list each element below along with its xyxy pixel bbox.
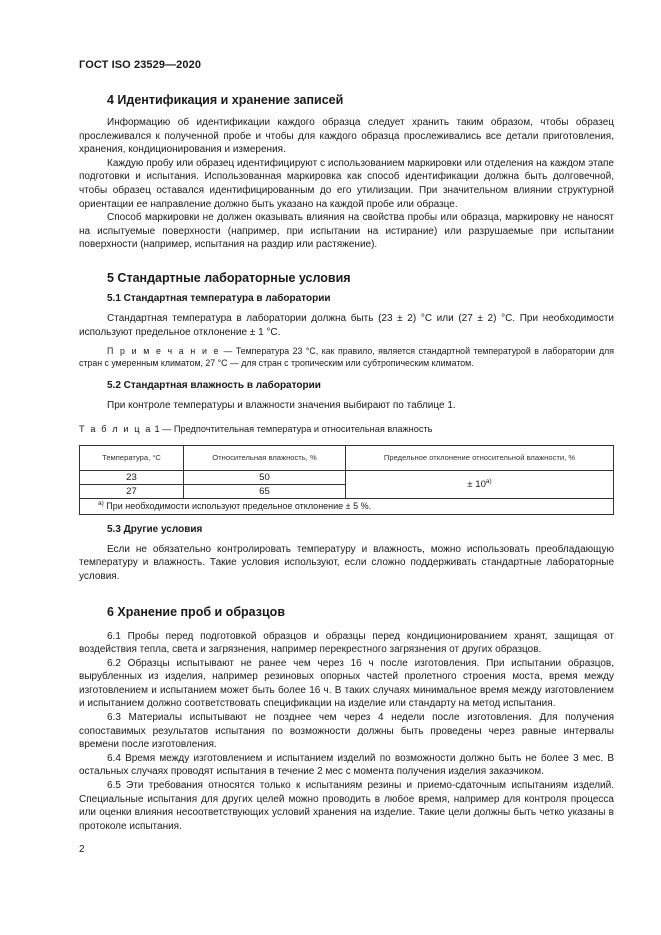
cell-humidity: 65 xyxy=(184,484,346,498)
section-6-title: 6 Хранение проб и образцов xyxy=(107,604,285,619)
paragraph-6-1: 6.1 Пробы перед подготовкой образцов и образцы перед кондиционированием хранят, защищая от воздействия тепла, света и загрязнения, например перекрестного загрязнения от других образцов. xyxy=(79,630,614,656)
paragraph-6-3: 6.3 Материалы испытывают не позднее чем через 4 недели после изготовления. Для получения сопоставимых результатов испытания по возможности должны быть проведены через равные интервалы времени после изготовления. xyxy=(79,712,614,751)
paragraph-6-4: 6.4 Время между изготовлением и испытанием изделий по возможности должно быть не более 3 мес. В остальных случаях проводят испытания в течение 2 мес с момента получения изделия заказчиком. xyxy=(79,752,614,778)
table-1 xyxy=(79,445,614,515)
section-4-paragraph-2: Каждую пробу или образец идентифицируют с использованием маркировки или отделения на каждом этапе подготовки и испытания. Использованная маркировка как способ идентификации должна быть долговечной, чтобы образец оставался идентифицированным до его утилизации. При значительном влиянии структурной ориентации ее направление должно быть указано на каждой пробе или образце. xyxy=(79,157,614,210)
footnote-mark: а) xyxy=(98,500,104,508)
paragraph-6-2: 6.2 Образцы испытывают не ранее чем через 16 ч после изготовления. При испытании образцов, вырубленных из изделия, например резиновых опорных частей пролетного строения моста, время между изготовлением и испытанием может быть более 16 ч. В таких случаях минимальное время между изготовлением и испытанием должно соответствовать спецификации на изделие или стандарту на метод испытания. xyxy=(79,657,614,710)
table-header-row xyxy=(80,445,614,470)
deviation-footnote-mark: а) xyxy=(485,477,492,485)
page-number: 2 xyxy=(79,844,85,855)
section-4-title: 4 Идентификация и хранение записей xyxy=(107,93,344,107)
header-humidity: Относительная влажность, % xyxy=(184,445,346,470)
subsection-5-3-paragraph: Если не обязательно контролировать температуру и влажность, можно использовать преобладающую температуру и влажность. Такие условия используют, если сложно поддерживать стандартные лабораторные условия. xyxy=(79,543,614,582)
table-footnote-row xyxy=(80,498,614,514)
subsection-5-1-paragraph: Стандартная температура в лаборатории должна быть (23 ± 2) °C или (27 ± 2) °C. При необходимости используют предельное отклонение ± 1 °C. xyxy=(79,312,614,338)
table-row xyxy=(80,470,614,484)
note-label: П р и м е ч а н и е xyxy=(107,346,221,357)
note xyxy=(79,345,614,369)
table-caption-text: 1 — Предпочтительная температура и относительная влажность xyxy=(151,423,433,434)
table-caption xyxy=(79,423,614,435)
section-4-paragraph-1: Информацию об идентификации каждого образца следует хранить таким образом, чтобы образец прослеживался к полученной пробе и чтобы для каждого образца прослеживались все детали приготовления, хранения, кондиционирования и измерения. xyxy=(79,117,614,156)
header-temperature: Температура, °C xyxy=(80,445,184,470)
table-label: Т а б л и ц а xyxy=(79,423,152,434)
deviation-value: ± 10 xyxy=(467,478,486,490)
subsection-5-1-title: 5.1 Стандартная температура в лаборатории xyxy=(107,292,331,304)
subsection-5-2-title: 5.2 Стандартная влажность в лаборатории xyxy=(107,380,321,392)
paragraph-6-5: 6.5 Эти требования относятся только к испытаниям резины и приемо-сдаточным испытаниям изделий. Специальные испытания для других целей можно проводить в любое время, например для контроля процесса или оценки влияния несоответствующих условий хранения на изделие. Такие цели должны быть четко указаны в протоколе испытания. xyxy=(79,780,614,832)
document-header: ГОСТ ISO 23529—2020 xyxy=(79,59,202,71)
cell-temperature: 23 xyxy=(80,470,184,484)
header-deviation: Предельное отклонение относительной влажности, % xyxy=(346,445,614,470)
cell-temperature: 27 xyxy=(80,484,184,498)
subsection-5-3-title: 5.3 Другие условия xyxy=(107,523,203,535)
table-footnote xyxy=(80,498,614,514)
section-5-title: 5 Стандартные лабораторные условия xyxy=(107,270,351,285)
footnote-text: При необходимости используют предельное отклонение ± 5 %. xyxy=(103,501,372,512)
cell-humidity: 50 xyxy=(184,470,346,484)
page-content xyxy=(79,88,614,833)
note-text: — Температура 23 °C, как правило, является стандартной температурой в лаборатории для стран с умеренным климатом, 27 °C — для стран с тропическим или субтропическим климатом. xyxy=(79,346,615,369)
cell-deviation xyxy=(346,470,614,498)
subsection-5-2-paragraph: При контроле температуры и влажности значения выбирают по таблице 1. xyxy=(107,400,456,412)
section-4-paragraph-3: Способ маркировки не должен оказывать влияния на свойства пробы или образца, маркировку не наносят на испытуемые поверхности (например, при испытании на истирание) или разрушаемые при испытании поверхности (например, испытания на раздир или растяжение). xyxy=(79,212,614,251)
